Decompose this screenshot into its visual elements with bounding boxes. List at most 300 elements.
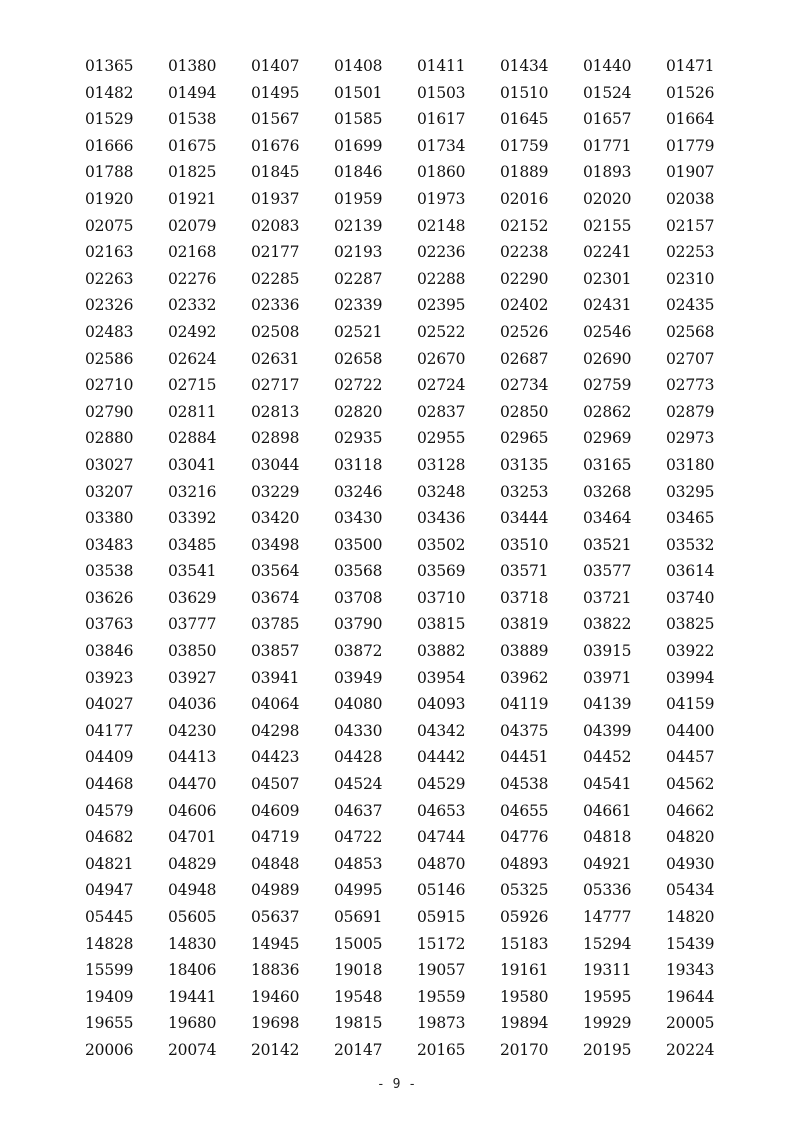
number-cell: 03927	[168, 668, 217, 687]
number-cell: 02522	[417, 322, 466, 341]
number-cell: 20147	[334, 1040, 383, 1059]
number-cell: 01907	[666, 163, 715, 182]
number-cell: 04776	[500, 828, 549, 847]
number-cell: 02717	[251, 376, 300, 395]
number-cell: 04139	[583, 695, 632, 714]
number-cell: 04722	[334, 828, 383, 847]
number-cell: 04399	[583, 721, 632, 740]
number-cell: 03430	[334, 509, 383, 528]
number-cell: 03846	[85, 642, 134, 661]
number-cell: 02263	[85, 269, 134, 288]
number-cell: 02884	[168, 429, 217, 448]
number-cell: 02955	[417, 429, 466, 448]
number-cell: 04413	[168, 748, 217, 767]
number-cell: 01585	[334, 110, 383, 129]
number-cell: 19873	[417, 1014, 466, 1033]
number-cell: 01503	[417, 83, 466, 102]
number-cell: 04893	[500, 854, 549, 873]
number-cell: 01408	[334, 57, 383, 75]
number-cell: 02722	[334, 376, 383, 395]
number-cell: 02016	[500, 189, 549, 208]
number-cell: 02862	[583, 402, 632, 421]
number-cell: 01501	[334, 83, 383, 102]
number-cell: 02285	[251, 269, 300, 288]
number-cell: 03532	[666, 535, 715, 554]
number-cell: 02177	[251, 243, 300, 262]
number-cell: 03444	[500, 509, 549, 528]
number-cell: 01889	[500, 163, 549, 182]
number-cell: 03541	[168, 562, 217, 581]
number-cell: 03923	[85, 668, 134, 687]
number-cell: 01845	[251, 163, 300, 182]
number-cell: 15294	[583, 934, 632, 953]
number-cell: 02276	[168, 269, 217, 288]
number-cell: 02687	[500, 349, 549, 368]
number-cell: 04541	[583, 775, 632, 794]
number-cell: 02546	[583, 322, 632, 341]
number-cell: 01825	[168, 163, 217, 182]
number-cell: 04507	[251, 775, 300, 794]
number-cell: 03819	[500, 615, 549, 634]
number-cell: 01771	[583, 136, 632, 155]
number-cell: 04342	[417, 721, 466, 740]
number-cell: 05691	[334, 908, 383, 926]
number-cell: 01759	[500, 136, 549, 155]
number-cell: 04818	[583, 828, 632, 847]
number-cell: 02568	[666, 322, 715, 341]
number-cell: 19815	[334, 1014, 383, 1033]
number-cell: 02969	[583, 429, 632, 448]
number-cell: 15172	[417, 934, 466, 953]
number-cell: 01920	[85, 189, 134, 208]
number-cell: 03949	[334, 668, 383, 687]
number-cell: 03420	[251, 509, 300, 528]
number-cell: 03785	[251, 615, 300, 634]
number-cell: 14830	[168, 934, 217, 953]
number-cell: 04470	[168, 775, 217, 794]
number-cell: 02301	[583, 269, 632, 288]
number-cell: 03857	[251, 642, 300, 661]
number-cell: 03510	[500, 535, 549, 554]
number-cell: 04457	[666, 748, 715, 767]
number-cell: 04330	[334, 721, 383, 740]
number-cell: 02973	[666, 429, 715, 448]
number-cell: 03027	[85, 455, 134, 474]
number-cell: 05915	[417, 908, 466, 926]
number-cell: 18406	[168, 961, 217, 980]
number-cell: 02935	[334, 429, 383, 448]
number-cell: 01937	[251, 189, 300, 208]
number-cell: 03994	[666, 668, 715, 687]
number-cell: 02898	[251, 429, 300, 448]
number-cell: 19580	[500, 987, 549, 1006]
number-cell: 03721	[583, 588, 632, 607]
number-cell: 19680	[168, 1014, 217, 1033]
number-cell: 04468	[85, 775, 134, 794]
number-cell: 02508	[251, 322, 300, 341]
number-cell: 14820	[666, 908, 715, 926]
number-cell: 01779	[666, 136, 715, 155]
number-cell: 04524	[334, 775, 383, 794]
number-cell: 03128	[417, 455, 466, 474]
number-cell: 15183	[500, 934, 549, 953]
number-cell: 02813	[251, 402, 300, 421]
number-cell: 04744	[417, 828, 466, 847]
number-cell: 03822	[583, 615, 632, 634]
number-cell: 02965	[500, 429, 549, 448]
number-cell: 03502	[417, 535, 466, 554]
number-cell: 01645	[500, 110, 549, 129]
number-cell: 02435	[666, 296, 715, 315]
number-cell: 03629	[168, 588, 217, 607]
number-cell: 03500	[334, 535, 383, 554]
number-cell: 04442	[417, 748, 466, 767]
number-cell: 03295	[666, 482, 715, 501]
number-cell: 02083	[251, 216, 300, 235]
number-cell: 01411	[417, 57, 466, 75]
number-cell: 04375	[500, 721, 549, 740]
number-cell: 01538	[168, 110, 217, 129]
number-cell: 01617	[417, 110, 466, 129]
number-cell: 03135	[500, 455, 549, 474]
number-cell: 19460	[251, 987, 300, 1006]
number-cell: 02492	[168, 322, 217, 341]
number-cell: 04682	[85, 828, 134, 847]
number-cell: 03614	[666, 562, 715, 581]
number-cell: 02157	[666, 216, 715, 235]
number-cell: 03674	[251, 588, 300, 607]
number-cell: 02139	[334, 216, 383, 235]
number-cell: 05434	[666, 881, 715, 900]
number-cell: 01664	[666, 110, 715, 129]
number-cell: 01666	[85, 136, 134, 155]
number-cell: 01440	[583, 57, 632, 75]
number-cell: 03498	[251, 535, 300, 554]
number-cell: 03971	[583, 668, 632, 687]
number-cell: 02326	[85, 296, 134, 315]
number-cell: 03248	[417, 482, 466, 501]
number-cell: 03268	[583, 482, 632, 501]
number-cell: 19559	[417, 987, 466, 1006]
number-cell: 01482	[85, 83, 134, 102]
number-cell: 01921	[168, 189, 217, 208]
number-cell: 02773	[666, 376, 715, 395]
number-cell: 04428	[334, 748, 383, 767]
number-cell: 01434	[500, 57, 549, 75]
number-cell: 19161	[500, 961, 549, 980]
number-cell: 02020	[583, 189, 632, 208]
number-cell: 03485	[168, 535, 217, 554]
number-cell: 19409	[85, 987, 134, 1006]
number-cell: 19644	[666, 987, 715, 1006]
number-cell: 01471	[666, 57, 715, 75]
number-cell: 19311	[583, 961, 632, 980]
number-cell: 02163	[85, 243, 134, 262]
number-cell: 02290	[500, 269, 549, 288]
number-cell: 02880	[85, 429, 134, 448]
number-cell: 02707	[666, 349, 715, 368]
number-cell: 02152	[500, 216, 549, 235]
number-cell: 02658	[334, 349, 383, 368]
number-cell: 02079	[168, 216, 217, 235]
number-cell: 20195	[583, 1040, 632, 1059]
number-cell: 04400	[666, 721, 715, 740]
number-cell: 03464	[583, 509, 632, 528]
number-cell: 19894	[500, 1014, 549, 1033]
number-cell: 03850	[168, 642, 217, 661]
number-cell: 04452	[583, 748, 632, 767]
number-cell: 05445	[85, 908, 134, 926]
number-cell: 02241	[583, 243, 632, 262]
number-cell: 03041	[168, 455, 217, 474]
number-cell: 04423	[251, 748, 300, 767]
number-cell: 01526	[666, 83, 715, 102]
number-cell: 03180	[666, 455, 715, 474]
number-cell: 02526	[500, 322, 549, 341]
number-cell: 04409	[85, 748, 134, 767]
number-cell: 03207	[85, 482, 134, 501]
number-cell: 04093	[417, 695, 466, 714]
number-cell: 04995	[334, 881, 383, 900]
number-cell: 02734	[500, 376, 549, 395]
number-cell: 01675	[168, 136, 217, 155]
number-cell: 03915	[583, 642, 632, 661]
number-cell: 02624	[168, 349, 217, 368]
number-cell: 04159	[666, 695, 715, 714]
number-cell: 01676	[251, 136, 300, 155]
number-cell: 05926	[500, 908, 549, 926]
number-cell: 01959	[334, 189, 383, 208]
number-cell: 03538	[85, 562, 134, 581]
number-cell: 02253	[666, 243, 715, 262]
number-cell: 01567	[251, 110, 300, 129]
page-number: - 9 -	[376, 1077, 417, 1092]
number-cell: 03710	[417, 588, 466, 607]
number-cell: 04930	[666, 854, 715, 873]
number-cell: 01846	[334, 163, 383, 182]
number-cell: 19441	[168, 987, 217, 1006]
number-cell: 03790	[334, 615, 383, 634]
number-cell: 03436	[417, 509, 466, 528]
number-cell: 02236	[417, 243, 466, 262]
number-cell: 02168	[168, 243, 217, 262]
number-cell: 20170	[500, 1040, 549, 1059]
number-cell: 02155	[583, 216, 632, 235]
number-cell: 03718	[500, 588, 549, 607]
number-cell: 02287	[334, 269, 383, 288]
number-cell: 04119	[500, 695, 549, 714]
number-cell: 05336	[583, 881, 632, 900]
number-cell: 04027	[85, 695, 134, 714]
number-cell: 05325	[500, 881, 549, 900]
number-cell: 03483	[85, 535, 134, 554]
number-cell: 04848	[251, 854, 300, 873]
number-cell: 01529	[85, 110, 134, 129]
number-cell: 03229	[251, 482, 300, 501]
number-cell: 02431	[583, 296, 632, 315]
number-cell: 02336	[251, 296, 300, 315]
number-cell: 03922	[666, 642, 715, 661]
number-cell: 04921	[583, 854, 632, 873]
number-cell: 03825	[666, 615, 715, 634]
number-cell: 03577	[583, 562, 632, 581]
number-cell: 18836	[251, 961, 300, 980]
number-cell: 03564	[251, 562, 300, 581]
number-cell: 20005	[666, 1014, 715, 1033]
number-cell: 05637	[251, 908, 300, 926]
number-cell: 02811	[168, 402, 217, 421]
number-cell: 01657	[583, 110, 632, 129]
number-cell: 04064	[251, 695, 300, 714]
number-cell: 03392	[168, 509, 217, 528]
number-cell: 04538	[500, 775, 549, 794]
number-cell: 04298	[251, 721, 300, 740]
number-cell: 04451	[500, 748, 549, 767]
number-cell: 04948	[168, 881, 217, 900]
number-cell: 03740	[666, 588, 715, 607]
number-cell: 20165	[417, 1040, 466, 1059]
number-cell: 02724	[417, 376, 466, 395]
number-cell: 04230	[168, 721, 217, 740]
number-cell: 01788	[85, 163, 134, 182]
number-cell: 02690	[583, 349, 632, 368]
number-cell: 03708	[334, 588, 383, 607]
number-cell: 01524	[583, 83, 632, 102]
number-cell: 19057	[417, 961, 466, 980]
number-cell: 01365	[85, 57, 134, 75]
number-cell: 19655	[85, 1014, 134, 1033]
number-cell: 01860	[417, 163, 466, 182]
number-cell: 04036	[168, 695, 217, 714]
number-cell: 04820	[666, 828, 715, 847]
number-cell: 03882	[417, 642, 466, 661]
number-cell: 19018	[334, 961, 383, 980]
number-cell: 02038	[666, 189, 715, 208]
number-cell: 01699	[334, 136, 383, 155]
number-cell: 01380	[168, 57, 217, 75]
number-cell: 03889	[500, 642, 549, 661]
number-cell: 05146	[417, 881, 466, 900]
number-cell: 03571	[500, 562, 549, 581]
number-cell: 03872	[334, 642, 383, 661]
number-cell: 04662	[666, 801, 715, 820]
number-cell: 02395	[417, 296, 466, 315]
number-cell: 03954	[417, 668, 466, 687]
number-cell: 02879	[666, 402, 715, 421]
number-cell: 01973	[417, 189, 466, 208]
number-cell: 03380	[85, 509, 134, 528]
number-cell: 19548	[334, 987, 383, 1006]
number-cell: 02238	[500, 243, 549, 262]
number-cell: 04719	[251, 828, 300, 847]
number-cell: 20142	[251, 1040, 300, 1059]
number-cell: 02339	[334, 296, 383, 315]
number-cell: 04701	[168, 828, 217, 847]
number-cell: 19595	[583, 987, 632, 1006]
number-cell: 05605	[168, 908, 217, 926]
number-cell: 19343	[666, 961, 715, 980]
number-cell: 02631	[251, 349, 300, 368]
number-cell: 15599	[85, 961, 134, 980]
number-cell: 03521	[583, 535, 632, 554]
number-cell: 14777	[583, 908, 632, 926]
number-cell: 20006	[85, 1040, 134, 1059]
number-cell: 02148	[417, 216, 466, 235]
number-cell: 03044	[251, 455, 300, 474]
number-cell: 03216	[168, 482, 217, 501]
number-cell: 20074	[168, 1040, 217, 1059]
number-cell: 02075	[85, 216, 134, 235]
number-cell: 03941	[251, 668, 300, 687]
number-cell: 02521	[334, 322, 383, 341]
number-cell: 03569	[417, 562, 466, 581]
number-cell: 04529	[417, 775, 466, 794]
number-cell: 02850	[500, 402, 549, 421]
number-cell: 04870	[417, 854, 466, 873]
number-cell: 01510	[500, 83, 549, 102]
number-cell: 04655	[500, 801, 549, 820]
number-cell: 02586	[85, 349, 134, 368]
number-cell: 02332	[168, 296, 217, 315]
number-cell: 03763	[85, 615, 134, 634]
number-cell: 14828	[85, 934, 134, 953]
number-cell: 02759	[583, 376, 632, 395]
number-cell: 02820	[334, 402, 383, 421]
number-cell: 19698	[251, 1014, 300, 1033]
number-cell: 04653	[417, 801, 466, 820]
number-cell: 04606	[168, 801, 217, 820]
number-cell: 03777	[168, 615, 217, 634]
number-cell: 04829	[168, 854, 217, 873]
number-cell: 03246	[334, 482, 383, 501]
number-cell: 02483	[85, 322, 134, 341]
number-cell: 04579	[85, 801, 134, 820]
number-cell: 04080	[334, 695, 383, 714]
number-cell: 03118	[334, 455, 383, 474]
number-cell: 03465	[666, 509, 715, 528]
number-grid	[85, 53, 749, 1064]
number-cell: 01494	[168, 83, 217, 102]
number-cell: 04177	[85, 721, 134, 740]
number-cell: 02310	[666, 269, 715, 288]
number-cell: 15005	[334, 934, 383, 953]
number-cell: 04661	[583, 801, 632, 820]
number-cell: 02715	[168, 376, 217, 395]
number-cell: 14945	[251, 934, 300, 953]
number-cell: 04989	[251, 881, 300, 900]
number-cell: 03568	[334, 562, 383, 581]
number-cell: 03626	[85, 588, 134, 607]
number-cell: 01495	[251, 83, 300, 102]
number-cell: 02193	[334, 243, 383, 262]
number-cell: 03962	[500, 668, 549, 687]
number-cell: 03815	[417, 615, 466, 634]
number-cell: 15439	[666, 934, 715, 953]
number-cell: 03165	[583, 455, 632, 474]
number-cell: 04947	[85, 881, 134, 900]
number-cell: 02837	[417, 402, 466, 421]
number-cell: 02710	[85, 376, 134, 395]
number-cell: 01407	[251, 57, 300, 75]
number-cell: 02790	[85, 402, 134, 421]
number-cell: 04821	[85, 854, 134, 873]
number-cell: 04609	[251, 801, 300, 820]
number-cell: 20224	[666, 1040, 715, 1059]
number-cell: 04853	[334, 854, 383, 873]
number-cell: 03253	[500, 482, 549, 501]
number-cell: 01734	[417, 136, 466, 155]
number-cell: 04637	[334, 801, 383, 820]
